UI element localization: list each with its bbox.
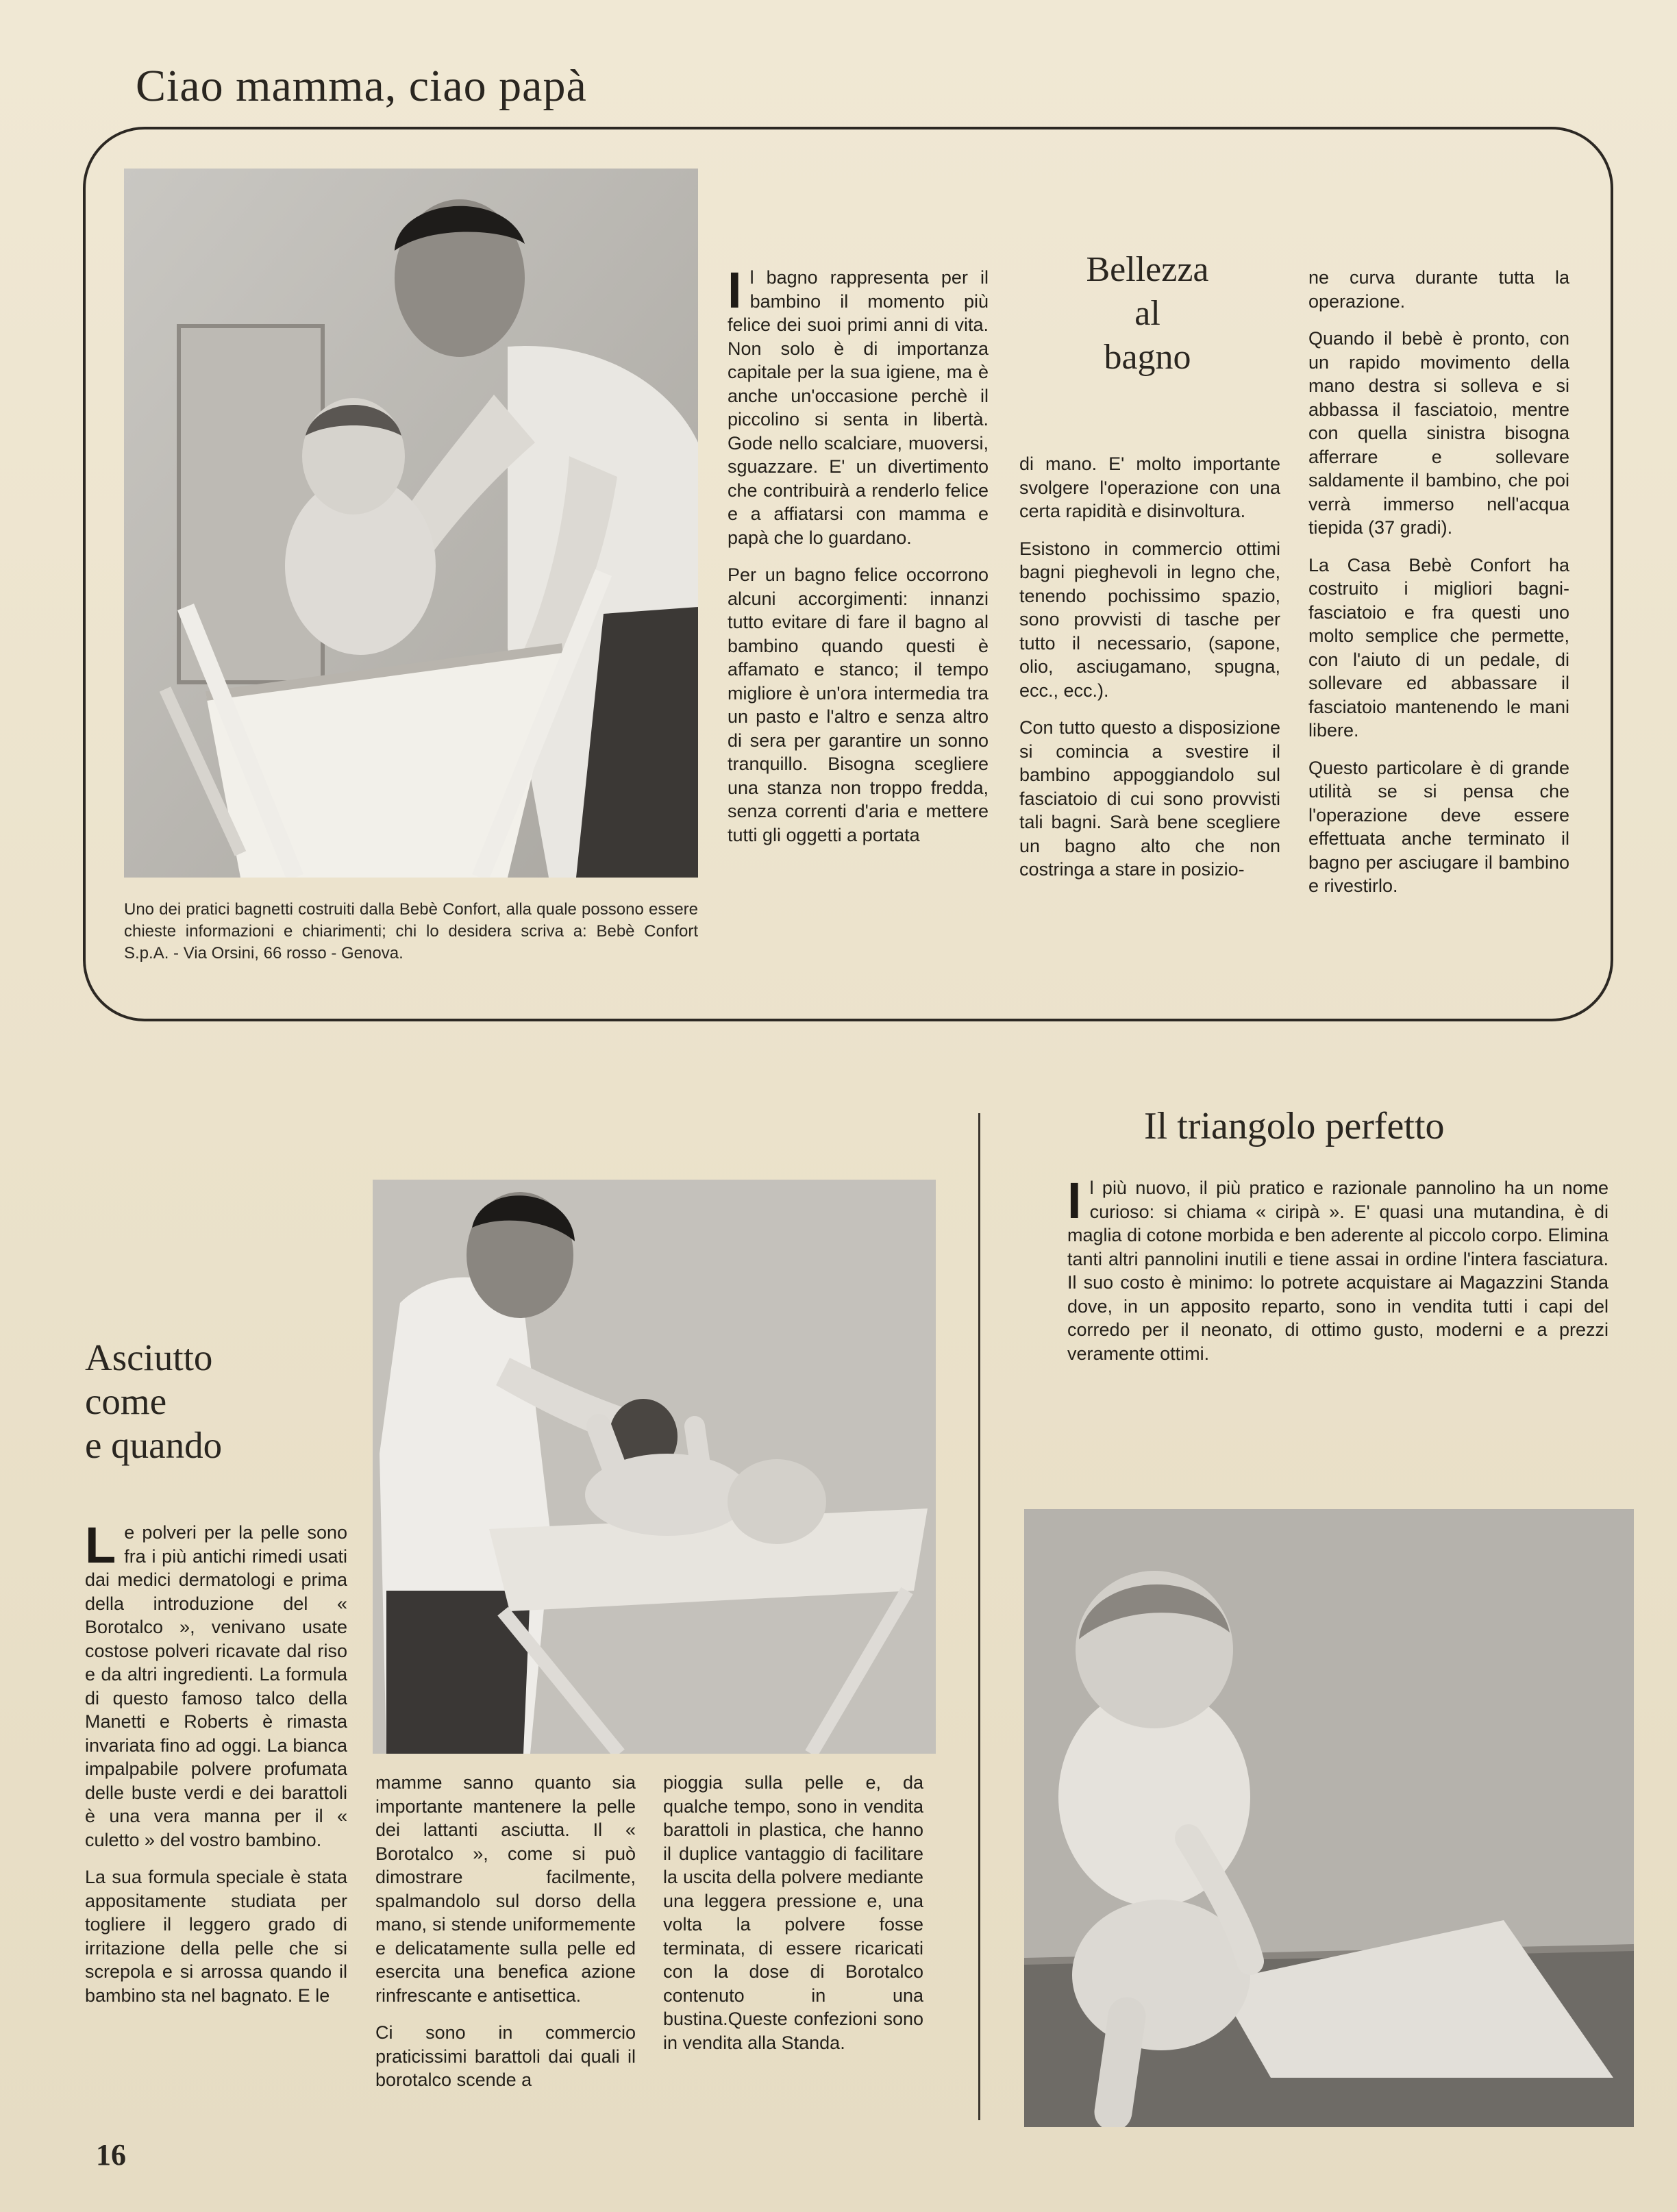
dropcap: L	[85, 1517, 116, 1574]
subheading-bellezza-al-bagno	[1017, 248, 1278, 380]
paragraph: ne curva durante tutta la operazione.	[1308, 267, 1569, 312]
father-baby-changing-image	[373, 1180, 936, 1754]
page-number: 16	[96, 2138, 126, 2172]
paragraph: La Casa Bebè Confort ha costruito i migliori bagni-fasciatoio e fra questi uno molto semplice che permette, con l'aiuto di un pedale, di sollevare ed abbassare il fasciatoio mantenendo le mani libere.	[1308, 554, 1569, 741]
baby-sitting-image	[1024, 1509, 1634, 2127]
paragraph: Con tutto questo a disposizione si comincia a svestire il bambino appoggiandolo sul fasciatoio di cui sono provvisti tali bagni. Sarà bene scegliere un bagno alto che non costringa a stare in posizio-	[1019, 717, 1280, 880]
left-article-column-3	[663, 1771, 923, 2068]
title-line: come	[85, 1380, 167, 1422]
right-article-title: Il triangolo perfetto	[1144, 1105, 1445, 1147]
dropcap: I	[1067, 1172, 1082, 1229]
photo-caption: Uno dei pratici bagnetti costruiti dalla Bebè Confort, alla quale possono essere chieste informazioni e chiarimenti; chi lo desidera scriva a: Bebè Confort S.p.A. - Via Orsini, 66 rosso - Genova.	[124, 900, 698, 962]
top-article-column-3	[1308, 266, 1569, 912]
left-article-column-1	[85, 1517, 347, 2021]
dropcap: I	[728, 262, 742, 319]
baby-ciripa-photo	[1024, 1509, 1634, 2127]
top-article-column-1	[728, 262, 989, 860]
subheading-line: Bellezza	[1086, 250, 1209, 289]
column-divider	[978, 1113, 980, 2120]
paragraph: l bagno rappresenta per il bambino il momento più felice dei suoi primi anni di vita. Non solo è di importanza capitale per la sua igiene, ma è anche un'occasione perchè il piccolino si senta in libertà. Gode nello scalciare, muoversi, sguazzare. E' un divertimento che contribuirà a renderlo felice e a affiatarsi con mamma e papà che lo guardano.	[728, 267, 989, 548]
subheading-line: bagno	[1104, 338, 1191, 377]
title-line: e quando	[85, 1424, 223, 1466]
paragraph: Ci sono in commercio praticissimi barattoli dai quali il borotalco scende a	[375, 2022, 636, 2090]
paragraph: e polveri per la pelle sono fra i più antichi rimedi usati dai medici dermatologi e prima della introduzione del « Borotalco », venivano usate costose polveri ricavate dal riso e da altri ingredienti. La formula di questo famoso talco della Manetti e Roberts è rimasta invariata fino ad oggi. La bianca impalpabile polvere profumata delle buste verdi e dei barattoli è una vera manna per il « culetto » del vostro bambino.	[85, 1522, 347, 1850]
paragraph: pioggia sulla pelle e, da qualche tempo, sono in vendita barattoli in plastica, che hanno il duplice vantaggio di facilitare la uscita della polvere mediante una leggera pressione e, una volta la polvere fosse terminata, di essere ricaricati con la dose di Borotalco contenuto in una bustina.Queste confezioni sono in vendita alla Standa.	[663, 1772, 923, 2053]
page-title: Ciao mamma, ciao papà	[136, 61, 587, 111]
subheading-line: al	[1134, 294, 1160, 333]
left-article-title	[85, 1336, 222, 1467]
left-article-column-2	[375, 1771, 636, 2106]
bath-photo	[124, 169, 698, 878]
paragraph: di mano. E' molto importante svolgere l'operazione con una certa rapidità e disinvoltura.	[1019, 453, 1280, 521]
paragraph: Esistono in commercio ottimi bagni pieghevoli in legno che, tenendo pochissimo spazio, sono provvisti di tasche per tutto il necessario, (sapone, olio, asciugamano, spugna, ecc., ecc.).	[1019, 538, 1280, 701]
top-article-column-2	[1019, 452, 1280, 895]
right-article-text	[1067, 1172, 1608, 1379]
father-baby-bath-image	[124, 169, 698, 878]
paragraph: Per un bagno felice occorrono alcuni accorgimenti: innanzi tutto evitare di fare il bagno al bambino quando questi è affamato e stanco; il tempo migliore è un'ora intermedia tra un pasto e l'altro e senza altro di sera per garantire un sonno tranquillo. Bisogna scegliere una stanza non troppo fredda, senza correnti d'aria e mettere tutti gli oggetti a portata	[728, 564, 989, 845]
paragraph: mamme sanno quanto sia importante mantenere la pelle dei lattanti asciutta. Il « Borotalco », come si può dimostrare facilmente, spalmandolo sul dorso della mano, si stende uniformemente e delicatamente sulla pelle ed esercita una benefica azione rinfrescante e antisettica.	[375, 1772, 636, 2006]
paragraph: Questo particolare è di grande utilità se si pensa che l'operazione deve essere effettuata anche terminato il bagno per asciugare il bambino e rivestirlo.	[1308, 757, 1569, 896]
paragraph: La sua formula speciale è stata appositamente studiata per togliere il leggero grado di irritazione della pelle che si screpola e si arrossa quando il bambino sta nel bagnato. E le	[85, 1867, 347, 2006]
paragraph: l più nuovo, il più pratico e razionale pannolino ha un nome curioso: si chiama « ciripà ». E' quasi una mutandina, è di maglia di cotone morbida e ben aderente al piccolo corpo. Elimina tanti altri pannolini inutili e tiene assai in ordine l'intera fasciatura. Il suo costo è minimo: lo potrete acquistare ai Magazzini Standa dove, in un apposito reparto, sono in vendita tutti i capi del corredo per il neonato, di ottimo gusto, moderni e a prezzi veramente ottimi.	[1067, 1178, 1608, 1364]
talc-photo	[373, 1180, 936, 1754]
paragraph: Quando il bebè è pronto, con un rapido movimento della mano destra si solleva e si abbassa il fasciatoio, mentre con quella sinistra bisogna afferrare e sollevare saldamente il bambino, che poi verrà immerso nell'acqua tiepida (37 gradi).	[1308, 328, 1569, 538]
title-line: Asciutto	[85, 1337, 213, 1378]
